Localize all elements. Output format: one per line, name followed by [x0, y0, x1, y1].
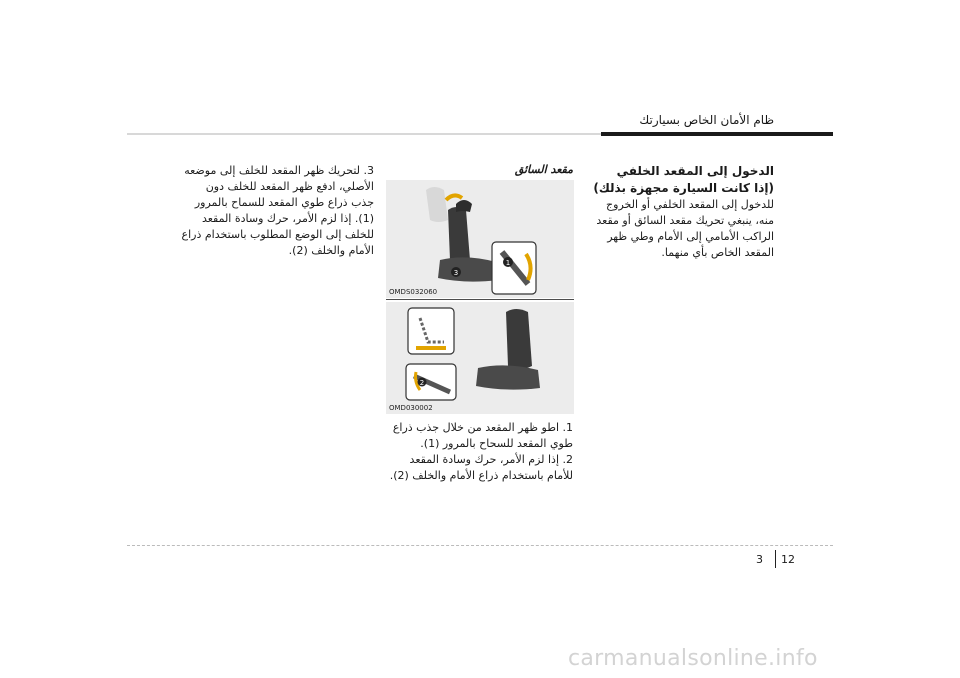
callout-2-label: 2	[419, 379, 425, 387]
seat-backrest	[448, 207, 470, 263]
seat-cushion	[476, 365, 540, 389]
seat-slide-illustration	[386, 302, 574, 414]
seat-fold-illustration	[386, 180, 574, 298]
seat-backrest	[506, 309, 532, 369]
driver-seat-title: مقعد السائق	[514, 163, 573, 176]
figure-divider	[386, 299, 574, 300]
section-heading: الدخول إلى المقعد الخلفي	[616, 164, 774, 178]
section-body: للدخول إلى المقعد الخلفي أو الخروج منه، ينبغي تحريك مقعد السائق أو مقعد الراكب الأمامي إلى الأمام وطي ظهر المقعد الخاص بأي منهما.	[596, 198, 774, 259]
watermark: carmanualsonline.info	[568, 646, 818, 671]
step-1: 1. اطو ظهر المقعد من خلال جذب ذراع طوي المقعد للسحاح بالمرور (1).	[392, 421, 573, 450]
section-subheading: (إذا كانت السيارة مجهزة بذلك)	[593, 181, 774, 195]
step-3: 3. لتحريك ظهر المقعد للخلف إلى موضعه الأصلي، ادفع ظهر المقعد للخلف دون جذب ذراع طوي المقعد للسماح بالمرور (1). إذا لزم الأمر، حرك وسادة المقعد للخلف إلى الوضع المطلوب باستخدام ذراع الأمام والخلف (2).	[181, 164, 374, 257]
seat-headrest	[456, 200, 472, 212]
header-rule-accent	[601, 132, 833, 136]
fold-arrow-icon	[446, 195, 462, 200]
section-rear-seat-access	[588, 163, 774, 261]
seat-cushion	[438, 257, 498, 281]
figure-seatback-fold	[386, 180, 574, 298]
footer-rule	[127, 545, 833, 546]
figure-seat-slide	[386, 302, 574, 414]
step-2: 2. إذا لزم الأمر، حرك وسادة المقعد للأمام باستخدام ذراع الأمام والخلف (2).	[389, 453, 573, 482]
ghost-seatback	[426, 187, 448, 222]
driver-seat-steps	[385, 420, 573, 484]
figure-code: OMD030002	[389, 404, 433, 412]
callout-1-label: 1	[505, 259, 511, 267]
chapter-number: 3	[756, 553, 763, 566]
page-number: 12	[781, 553, 795, 566]
return-seatback-steps	[180, 163, 374, 259]
page-number-separator	[775, 550, 776, 568]
header-rule	[127, 133, 833, 135]
callout-3-label: 3	[453, 269, 459, 277]
figure-code: OMDS032060	[389, 288, 438, 296]
page-header-title: ظام الأمان الخاص بسيارتك	[639, 113, 774, 127]
